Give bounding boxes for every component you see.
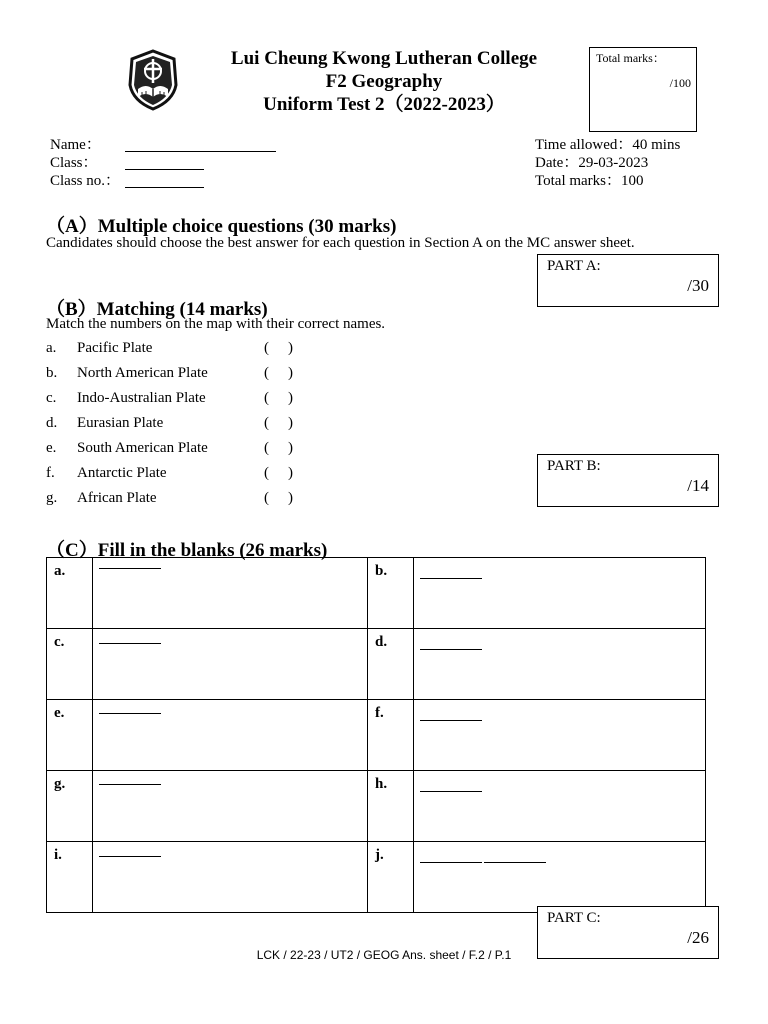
section-c-title: （C）Fill in the blanks (26 marks) [46, 540, 328, 561]
school-crest-icon [126, 49, 180, 111]
subject-title: F2 Geography [325, 71, 443, 92]
exam-total-marks: Total marks：100 [535, 173, 644, 189]
part-b-label: PART B: [547, 458, 601, 474]
answer-line[interactable] [420, 791, 482, 792]
answer-line[interactable] [420, 720, 482, 721]
name-field[interactable] [125, 151, 276, 152]
answer-bracket-open[interactable]: ( [264, 490, 269, 506]
answer-line[interactable] [99, 784, 161, 785]
blank-label-i: i. [47, 842, 93, 913]
answer-line[interactable] [420, 649, 482, 650]
fill-blanks-table [46, 557, 706, 913]
item-letter: c. [46, 390, 57, 406]
blank-answer-i[interactable] [93, 842, 368, 913]
answer-line[interactable] [420, 862, 482, 863]
plate-name: Pacific Plate [77, 340, 153, 356]
blank-answer-f[interactable] [414, 700, 706, 771]
answer-bracket-close: ) [288, 365, 293, 381]
part-a-score: /30 [687, 276, 709, 295]
answer-line[interactable] [99, 643, 161, 644]
blank-answer-g[interactable] [93, 771, 368, 842]
part-c-label: PART C: [547, 910, 601, 926]
name-row [50, 136, 120, 154]
page-footer: LCK / 22-23 / UT2 / GEOG Ans. sheet / F.2 / P.1 [256, 948, 512, 962]
item-letter: g. [46, 490, 58, 506]
blank-answer-c[interactable] [93, 629, 368, 700]
part-a-box [537, 254, 719, 307]
total-marks-value: /100 [669, 76, 691, 90]
answer-bracket-close: ) [288, 490, 293, 506]
answer-bracket-close: ) [288, 340, 293, 356]
item-letter: b. [46, 365, 58, 381]
blank-label-c: c. [47, 629, 93, 700]
blank-answer-e[interactable] [93, 700, 368, 771]
answer-bracket-close: ) [288, 415, 293, 431]
section-a-title: （A）Multiple choice questions (30 marks) [46, 216, 397, 237]
blank-label-b: b. [368, 558, 414, 629]
class-no-label: Class no.： [50, 173, 121, 189]
answer-bracket-open[interactable]: ( [264, 340, 269, 356]
item-letter: e. [46, 440, 57, 456]
answer-bracket-close: ) [288, 440, 293, 456]
blank-label-f: f. [368, 700, 414, 771]
exam-info [535, 136, 680, 190]
blank-label-e: e. [47, 700, 93, 771]
part-b-score: /14 [687, 476, 709, 495]
answer-bracket-close: ) [288, 390, 293, 406]
blank-answer-b[interactable] [414, 558, 706, 629]
class-label: Class： [50, 155, 98, 171]
class-field[interactable] [125, 169, 204, 170]
plate-name: North American Plate [77, 365, 208, 381]
test-title: Uniform Test 2（2022-2023） [263, 94, 505, 115]
answer-bracket-open[interactable]: ( [264, 440, 269, 456]
answer-line[interactable] [99, 856, 161, 857]
answer-bracket-close: ) [288, 465, 293, 481]
blank-answer-h[interactable] [414, 771, 706, 842]
class-no-field[interactable] [125, 187, 204, 188]
name-label: Name： [50, 137, 101, 153]
blank-label-h: h. [368, 771, 414, 842]
section-b-instruction: Match the numbers on the map with their correct names. [46, 316, 386, 332]
item-letter: a. [46, 340, 57, 356]
section-a-instruction: Candidates should choose the best answer for each question in Section A on the MC answer sheet. [46, 235, 635, 251]
answer-bracket-open[interactable]: ( [264, 390, 269, 406]
item-letter: d. [46, 415, 58, 431]
blank-answer-j[interactable] [414, 842, 706, 913]
blank-label-g: g. [47, 771, 93, 842]
section-b-title: （B）Matching (14 marks) [46, 299, 268, 320]
plate-name: South American Plate [77, 440, 208, 456]
plate-name: Indo-Australian Plate [77, 390, 206, 406]
class-no-row [50, 172, 120, 190]
part-b-box [537, 454, 719, 507]
part-a-label: PART A: [547, 258, 601, 274]
blank-label-j: j. [368, 842, 414, 913]
answer-line[interactable] [99, 568, 161, 569]
answer-bracket-open[interactable]: ( [264, 365, 269, 381]
answer-line[interactable] [99, 713, 161, 714]
school-name: Lui Cheung Kwong Lutheran College [230, 48, 538, 69]
time-allowed: Time allowed：40 mins [535, 137, 681, 153]
total-marks-label: Total marks： [596, 51, 665, 65]
plate-name: African Plate [77, 490, 157, 506]
item-letter: f. [46, 465, 55, 481]
blank-label-a: a. [47, 558, 93, 629]
blank-answer-a[interactable] [93, 558, 368, 629]
answer-line[interactable] [484, 862, 546, 863]
answer-bracket-open[interactable]: ( [264, 465, 269, 481]
plate-name: Eurasian Plate [77, 415, 164, 431]
exam-date: Date：29-03-2023 [535, 155, 649, 171]
part-c-score: /26 [687, 928, 709, 947]
student-info [50, 136, 120, 190]
answer-line[interactable] [420, 578, 482, 579]
blank-label-d: d. [368, 629, 414, 700]
plate-name: Antarctic Plate [77, 465, 167, 481]
blank-answer-d[interactable] [414, 629, 706, 700]
answer-bracket-open[interactable]: ( [264, 415, 269, 431]
class-row [50, 154, 120, 172]
document-header [200, 47, 568, 116]
total-marks-box [589, 47, 697, 132]
